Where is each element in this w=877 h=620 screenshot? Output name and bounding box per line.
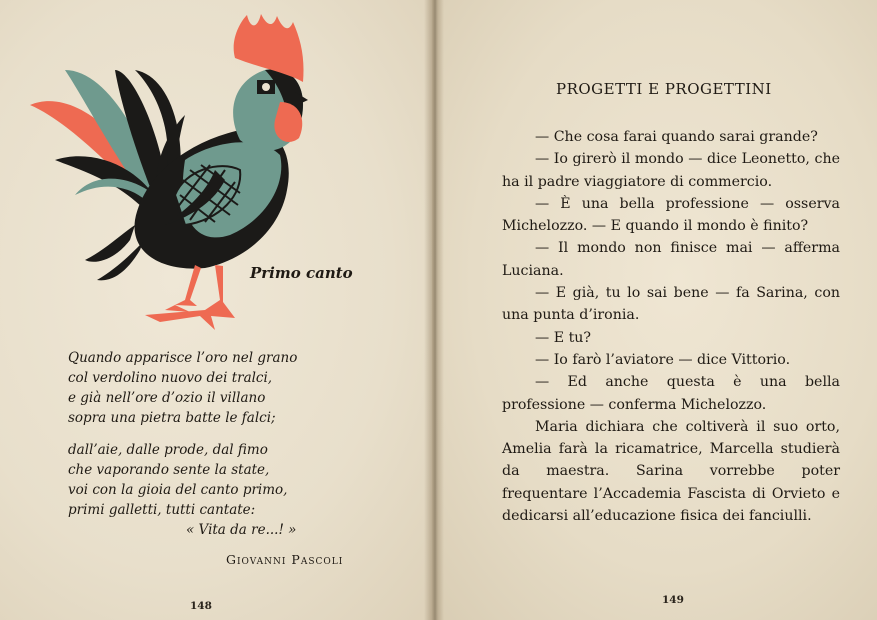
poem-line: Quando apparisce l’oro nel grano (68, 350, 298, 366)
right-page (436, 0, 877, 620)
paragraph: — Ed anche questa è una bella professione — conferma Michelozzo. (502, 374, 840, 413)
stanza-break (68, 428, 368, 440)
poem-author: Giovanni Pascoli (226, 552, 344, 567)
poem-line: col verdolino nuovo dei tralci, (68, 370, 273, 386)
paragraph: — E già, tu lo sai bene — fa Sarina, con una punta d’ironia. (502, 285, 840, 324)
poem-line: primi galletti, tutti cantate: (68, 502, 256, 518)
story-text (502, 126, 840, 527)
poem (68, 348, 368, 540)
page-number-left: 148 (190, 600, 212, 612)
paragraph: — È una bella professione — osserva Michelozzo. — E quando il mondo è finito? (502, 195, 840, 235)
paragraph: — Io girerò il mondo — dice Leonetto, che ha il padre viaggiatore di commercio. (502, 151, 840, 190)
poem-line: dall’aie, dalle prode, dal fimo (68, 442, 268, 458)
book-gutter (424, 0, 444, 620)
chapter-title: PROGETTI E PROGETTINI (556, 80, 772, 98)
page-number-right: 149 (662, 594, 684, 606)
paragraph: — E tu? (535, 329, 592, 346)
poem-line: « Vita da re...! » (186, 522, 297, 538)
poem-line: e già nell’ore d’ozio il villano (68, 390, 266, 406)
section-title: Primo canto (250, 264, 353, 282)
poem-line: sopra una pietra batte le falci; (68, 410, 276, 426)
poem-line: che vaporando sente la state, (68, 462, 270, 478)
paragraph: Maria dichiara che coltiverà il suo orto, Amelia farà la ricamatrice, Marcella studierà da maestra. Sarina vorrebbe poter frequentare l’Accademia Fascista di Orvieto e dedicarsi all’educazione fisica dei fanciulli. (502, 418, 840, 525)
left-page (0, 0, 432, 620)
paragraph: — Che cosa farai quando sarai grande? (535, 129, 818, 145)
paragraph: — Il mondo non finisce mai — afferma Luciana. (502, 240, 840, 279)
poem-line: voi con la gioia del canto primo, (68, 482, 288, 498)
rooster-illustration (25, 10, 315, 340)
paragraph: — Io farò l’aviatore — dice Vittorio. (535, 351, 791, 368)
